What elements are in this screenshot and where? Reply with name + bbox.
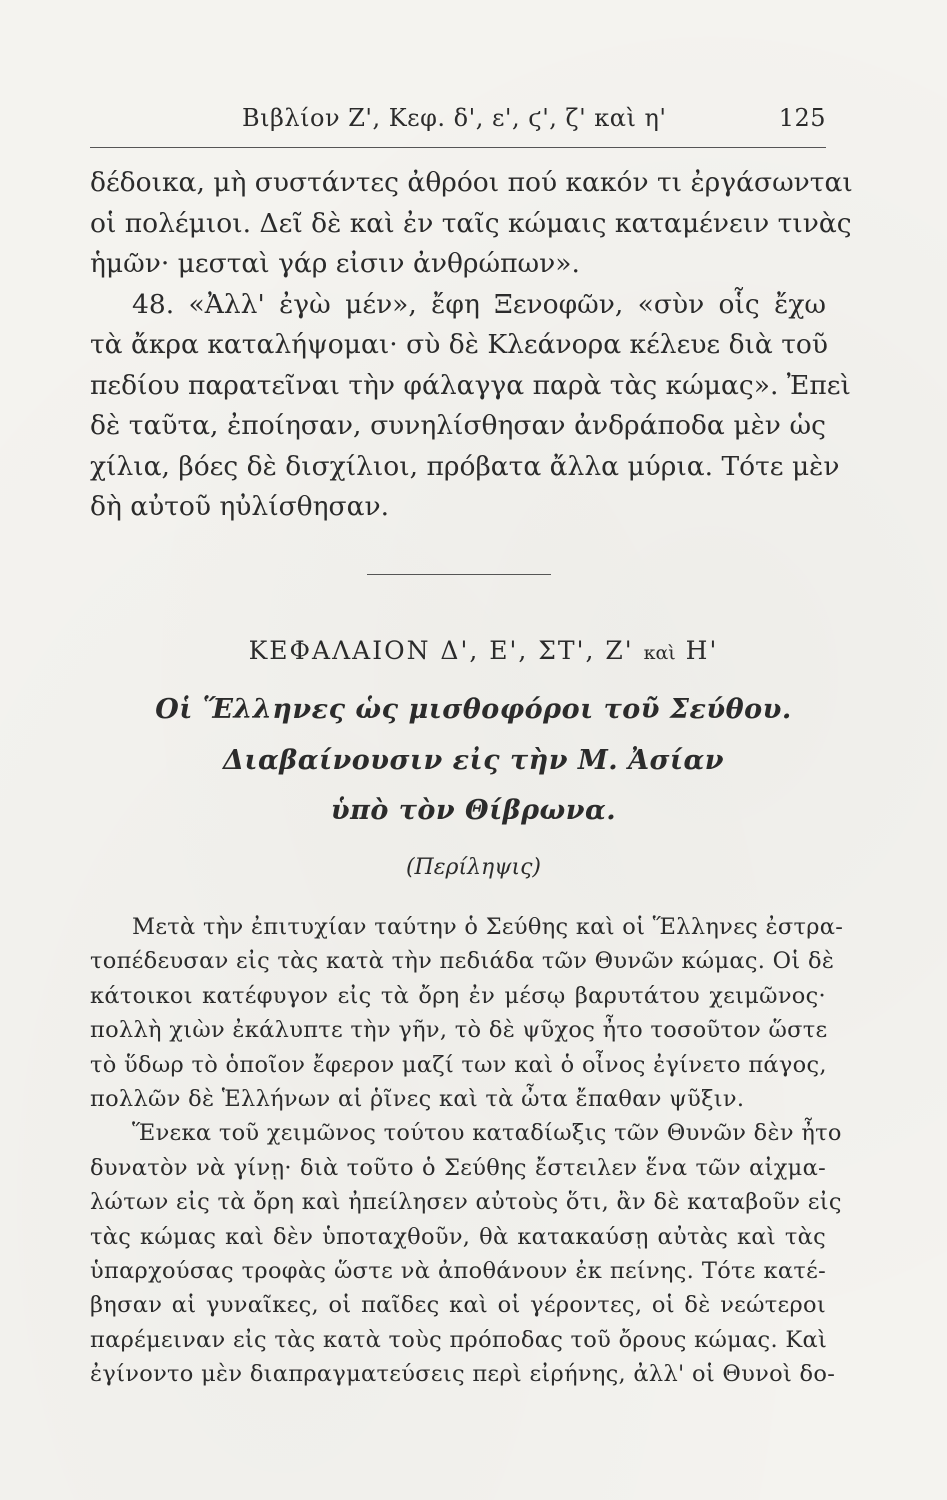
chapter-heading-text: ΚΕΦΑΛΑΙΟΝ Δ', Ε', ΣΤ', Ζ' (248, 636, 634, 665)
summary-line: τὸ ὕδωρ τὸ ὁποῖον ἔφερον μαζί των καὶ ὁ οἶνος ἐγίνετο πάγος, (90, 1051, 827, 1078)
summary-line: τοπέδευσαν εἰς τὰς κατὰ τὴν πεδιάδα τῶν Θυνῶν κώμας. Οἱ δὲ (90, 948, 835, 975)
body-text (90, 163, 853, 528)
summary-line: κάτοικοι κατέφυγον εἰς τὰ ὄρη ἐν μέσῳ βαρυτάτου χειμῶνος· (90, 982, 826, 1009)
summary-line: λώτων εἰς τὰ ὄρη καὶ ἠπείλησεν αὐτοὺς ὅτι, ἂν δὲ καταβοῦν εἰς (90, 1189, 842, 1216)
summary-line: παρέμειναν εἰς τὰς κατὰ τοὺς πρόποδας τοῦ ὄρους κώμας. Καὶ (90, 1326, 828, 1353)
body-line: δέδοικα, μὴ συστάντες ἀθρόοι πού κακόν τι ἐργάσωνται (90, 167, 853, 198)
summary-line: ὑπαρχούσας τροφὰς ὥστε νὰ ἀποθάνουν ἐκ πείνης. Τότε κατέ- (90, 1258, 826, 1285)
summary-line: δυνατὸν νὰ γίνῃ· διὰ τοῦτο ὁ Σεύθης ἔστειλεν ἕνα τῶν αἰχμα- (90, 1154, 826, 1181)
body-line: τὰ ἄκρα καταλήψομαι· σὺ δὲ Κλεάνορα κέλευε διὰ τοῦ (90, 329, 828, 360)
summary-line: ἐγίνοντο μὲν διαπραγματεύσεις περὶ εἰρήνης, ἀλλ' οἱ Θυνοὶ δο- (90, 1361, 836, 1388)
summary-line: βησαν αἱ γυναῖκες, οἱ παῖδες καὶ οἱ γέροντες, οἱ δὲ νεώτεροι (90, 1292, 826, 1319)
summary-text (90, 910, 844, 1392)
running-head-title: Βιβλίον Ζ', Κεφ. δ', ε', ϛ', ζ' καὶ η' (242, 104, 667, 132)
summary-line: τὰς κώμας καὶ δὲν ὑποταχθοῦν, θὰ κατακαύσῃ αὐτὰς καὶ τὰς (90, 1223, 826, 1250)
chapter-heading-last: Η' (685, 636, 719, 665)
chapter-heading-kai: καὶ (643, 642, 676, 664)
chapter-heading (0, 636, 947, 665)
summary-label: (Περίληψις) (405, 855, 542, 880)
chapter-subtitle: Διαβαίνουσιν εἰς τὴν Μ. Ἀσίαν (222, 745, 724, 776)
header-rule (90, 147, 826, 148)
body-line: χίλια, βόες δὲ δισχίλιοι, πρόβατα ἄλλα μύρια. Τότε μὲν (90, 450, 840, 482)
body-line: οἱ πολέμιοι. Δεῖ δὲ καὶ ἐν ταῖς κώμαις καταμένειν τινὰς (90, 207, 852, 239)
summary-line: Ἕνεκα τοῦ χειμῶνος τούτου καταδίωξις τῶν Θυνῶν δὲν ἦτο (132, 1120, 842, 1147)
section-separator (367, 574, 551, 575)
body-line: δὴ αὐτοῦ ηὐλίσθησαν. (90, 491, 390, 522)
body-line: δὲ ταῦτα, ἐποίησαν, συνηλίσθησαν ἀνδράποδα μὲν ὡς (90, 410, 826, 441)
summary-line: πολλῶν δὲ Ἑλλήνων αἱ ῥῖνες καὶ τὰ ὦτα ἔπαθαν ψῦξιν. (90, 1086, 745, 1113)
body-line: πεδίου παρατεῖναι τὴν φάλαγγα παρὰ τὰς κώμας». Ἐπεὶ (90, 369, 851, 401)
summary-line: Μετὰ τὴν ἐπιτυχίαν ταύτην ὁ Σεύθης καὶ οἱ Ἕλληνες ἐστρα- (132, 914, 844, 940)
body-line: ἡμῶν· μεσταὶ γάρ εἰσιν ἀνθρώπων». (90, 248, 580, 279)
summary-line: πολλὴ χιὼν ἐκάλυπτε τὴν γῆν, τὸ δὲ ψῦχος ἦτο τοσοῦτον ὥστε (90, 1017, 828, 1044)
chapter-subtitle: ὑπὸ τὸν Θίβρωνα. (330, 795, 617, 826)
body-line: 48. «Ἀλλ' ἐγὼ μέν», ἔφη Ξενοφῶν, «σὺν οἷς ἔχω (132, 288, 826, 320)
chapter-subtitle: Οἱ Ἕλληνες ὡς μισθοφόροι τοῦ Σεύθου. (155, 694, 792, 725)
page-number: 125 (778, 104, 826, 132)
